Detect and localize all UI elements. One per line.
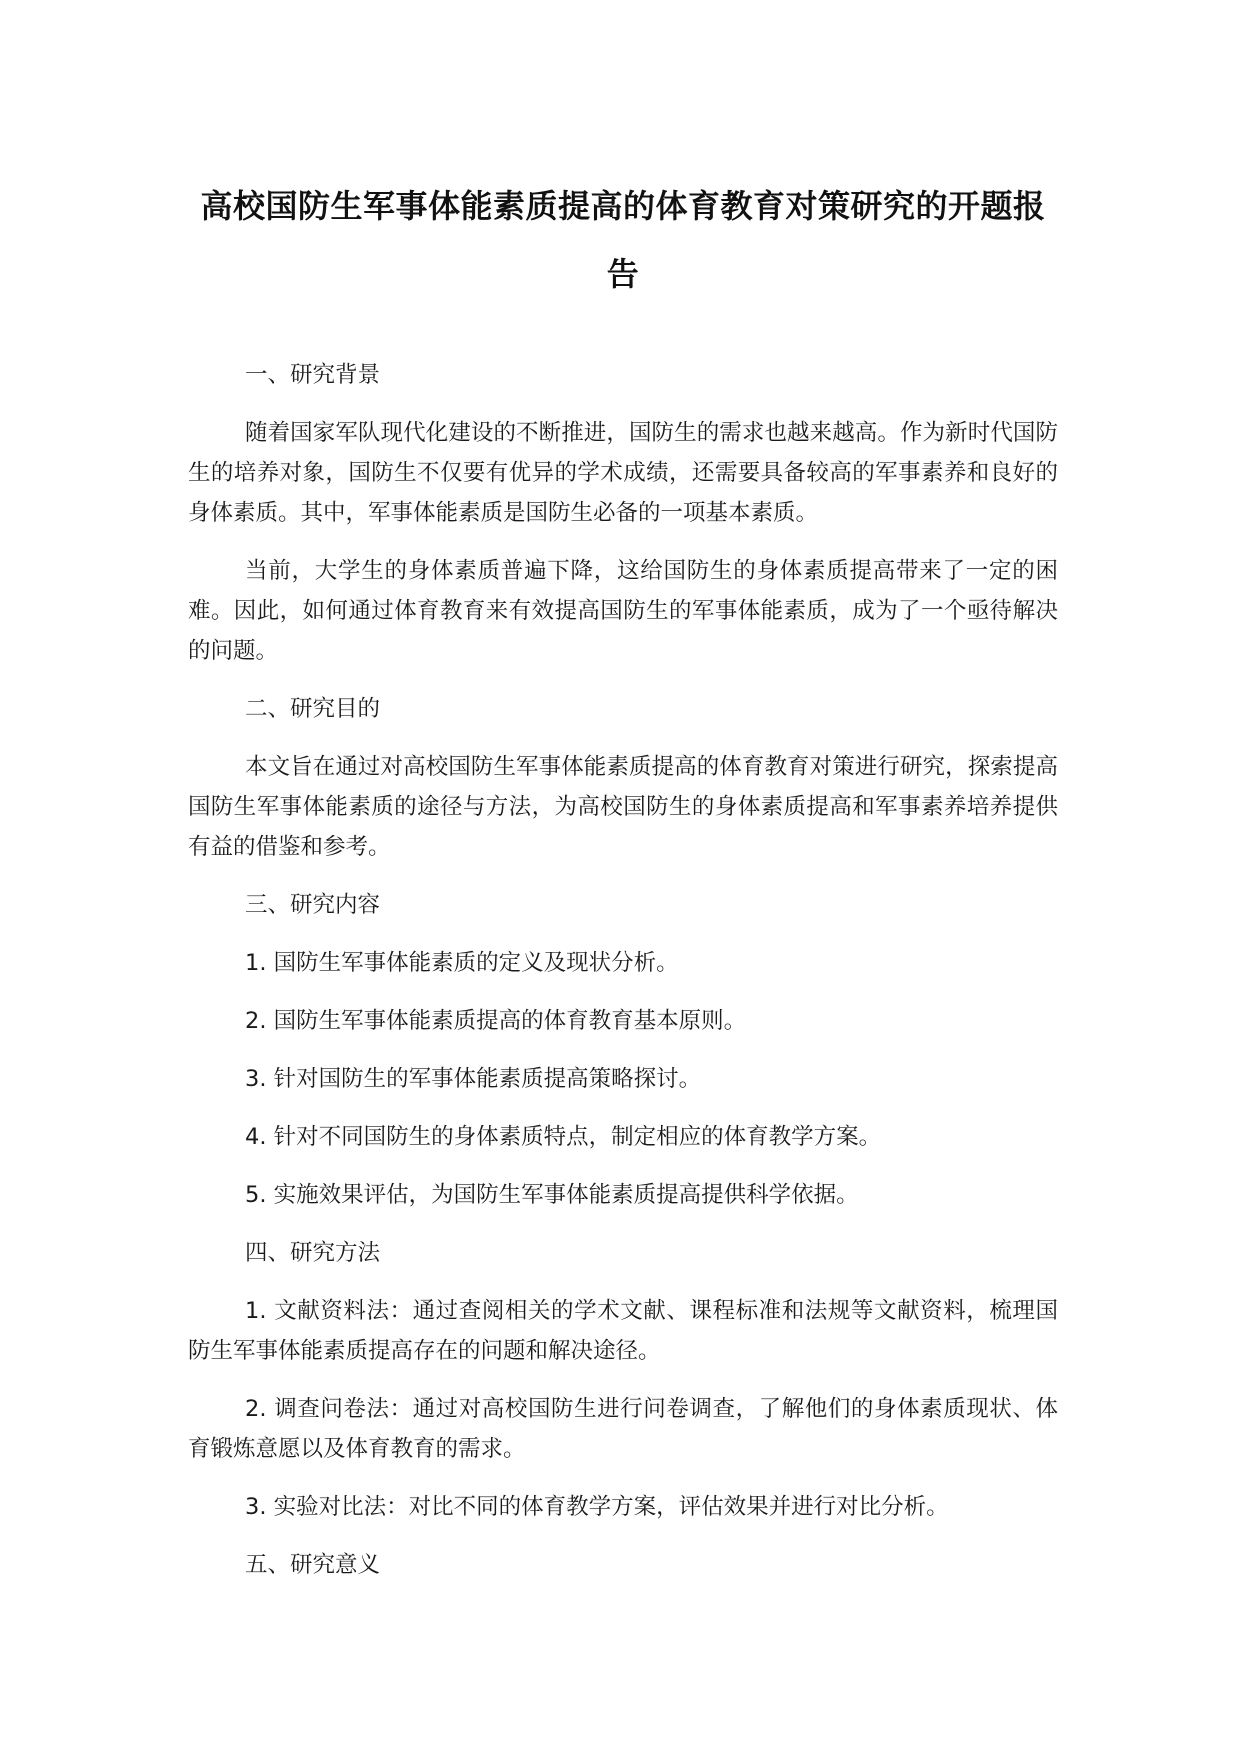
methods-item-1: 1. 文献资料法：通过查阅相关的学术文献、课程标准和法规等文献资料，梳理国防生军事体能素质提高存在的问题和解决途径。 xyxy=(188,1298,1058,1364)
document-body xyxy=(188,355,1058,1603)
section-heading-content: 三、研究内容 xyxy=(245,892,381,918)
content-item-5: 5. 实施效果评估，为国防生军事体能素质提高提供科学依据。 xyxy=(245,1182,859,1208)
content-item-1: 1. 国防生军事体能素质的定义及现状分析。 xyxy=(245,950,679,976)
purpose-paragraph-1: 本文旨在通过对高校国防生军事体能素质提高的体育教育对策进行研究，探索提高国防生军事体能素质的途径与方法，为高校国防生的身体素质提高和军事素养培养提供有益的借鉴和参考。 xyxy=(188,754,1058,860)
background-paragraph-1: 随着国家军队现代化建设的不断推进，国防生的需求也越来越高。作为新时代国防生的培养对象，国防生不仅要有优异的学术成绩，还需要具备较高的军事素养和良好的身体素质。其中，军事体能素质是国防生必备的一项基本素质。 xyxy=(188,420,1058,526)
section-heading-methods: 四、研究方法 xyxy=(245,1240,381,1266)
section-heading-significance: 五、研究意义 xyxy=(245,1552,381,1578)
content-item-4: 4. 针对不同国防生的身体素质特点，制定相应的体育教学方案。 xyxy=(245,1124,882,1150)
methods-item-2: 2. 调查问卷法：通过对高校国防生进行问卷调查，了解他们的身体素质现状、体育锻炼意愿以及体育教育的需求。 xyxy=(188,1396,1058,1462)
section-heading-background: 一、研究背景 xyxy=(245,362,381,388)
methods-item-3: 3. 实验对比法：对比不同的体育教学方案，评估效果并进行对比分析。 xyxy=(245,1494,949,1520)
background-paragraph-2: 当前，大学生的身体素质普遍下降，这给国防生的身体素质提高带来了一定的困难。因此，如何通过体育教育来有效提高国防生的军事体能素质，成为了一个亟待解决的问题。 xyxy=(188,558,1058,664)
section-heading-purpose: 二、研究目的 xyxy=(245,696,381,722)
content-item-2: 2. 国防生军事体能素质提高的体育教育基本原则。 xyxy=(245,1008,747,1034)
document-title: 高校国防生军事体能素质提高的体育教育对策研究的开题报告 xyxy=(200,187,1046,293)
content-item-3: 3. 针对国防生的军事体能素质提高策略探讨。 xyxy=(245,1066,702,1092)
